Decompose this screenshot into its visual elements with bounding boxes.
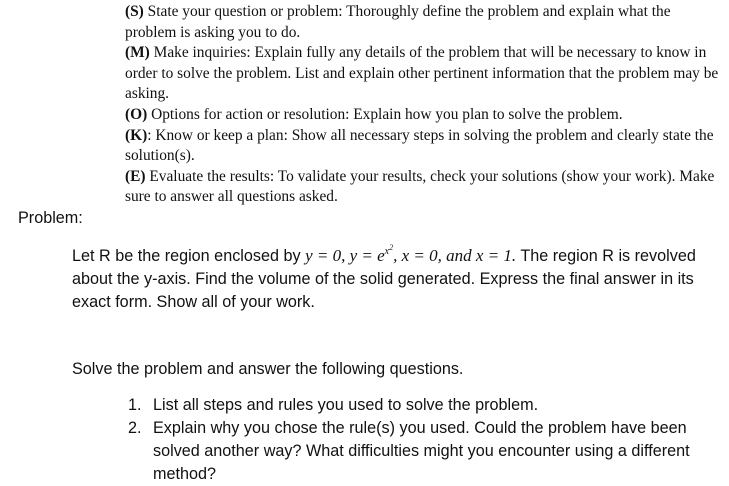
instruction-text: Solve the problem and answer the following questions. [72,360,464,378]
question-item [128,417,728,486]
problem-text-after: The region R is revolved about the y-axis. Find the volume of the solid generated. Express the final answer in its exact form. Show all of your work. [72,247,696,311]
question-number: 1. [128,396,142,414]
step-letter: (K) [125,126,148,144]
math-rest: , x = 0, and x = 1. [393,246,517,265]
question-text: List all steps and rules you used to solve the problem. [153,396,539,414]
step-text: : Know or keep a plan: Show all necessary steps in solving the problem and clearly state the solution(s). [125,126,714,165]
step-text: Make inquiries: Explain fully any details of the problem that will be necessary to know in order to solve the problem. List and explain other pertinent information that the problem may be asking. [125,44,719,103]
math-exp-power: 2 [389,243,394,252]
step-s [125,2,725,43]
step-k [125,126,725,167]
problem-heading: Problem: [18,209,83,227]
math-exponent [384,243,394,257]
step-text: State your question or problem: Thoroughly define the problem and explain what the problem is asking you to do. [125,3,671,41]
problem-statement [72,244,722,314]
question-number: 2. [128,419,142,437]
step-text: Evaluate the results: To validate your results, check your solutions (show your work). Make sure to answer all questions asked. [125,167,715,206]
question-text: Explain why you chose the rule(s) you used. Could the problem have been solved another way? What difficulties might you encounter using a different method? [153,419,690,483]
region-equations [305,243,517,265]
smoke-steps-list [125,2,725,208]
questions-list [128,394,728,486]
math-eq: y = 0, y = e [305,246,385,265]
step-o [125,105,725,126]
step-m [125,43,725,105]
step-letter: (O) [125,105,148,123]
step-text: Options for action or resolution: Explain how you plan to solve the problem. [147,105,623,123]
step-letter: (S) [125,3,144,20]
question-item [128,394,728,417]
step-letter: (M) [125,44,150,62]
math-exp-base: x [384,246,390,257]
step-e [125,167,725,208]
step-letter: (E) [125,167,146,185]
problem-text-before: Let R be the region enclosed by [72,247,306,265]
